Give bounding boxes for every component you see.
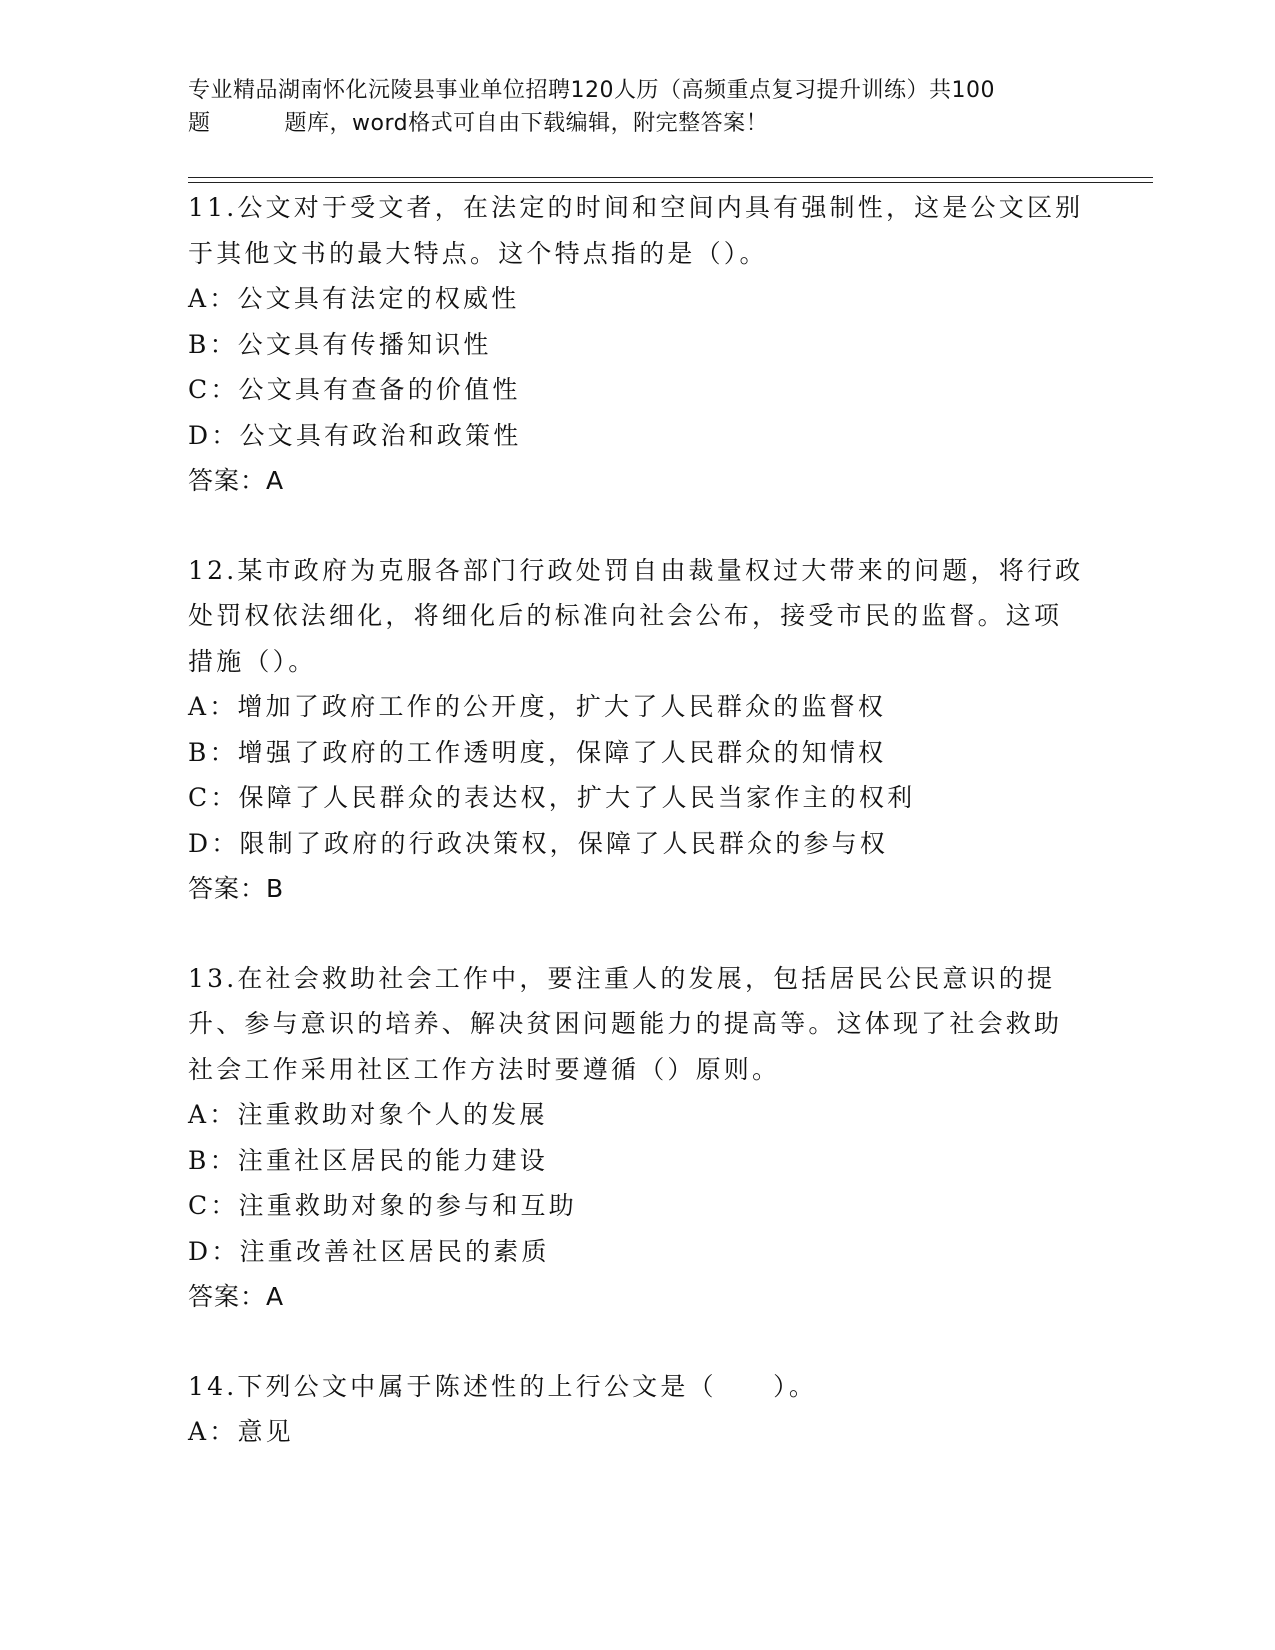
option-a: A：公文具有法定的权威性 xyxy=(188,284,520,313)
document-header xyxy=(188,74,1088,140)
question-text: 12.某市政府为克服各部门行政处罚自由裁量权过大带来的问题，将行政处罚权依法细化，将细化后的标准向社会公布，接受市民的监督。这项措施（）。 xyxy=(188,555,1084,676)
option-a: A：增加了政府工作的公开度，扩大了人民群众的监督权 xyxy=(188,692,887,721)
option-d: D：注重改善社区居民的素质 xyxy=(188,1236,550,1266)
option-c: C：公文具有查备的价值性 xyxy=(188,375,521,404)
question-text: 11.公文对于受文者，在法定的时间和空间内具有强制性，这是公文区别于其他文书的最大特点。这个特点指的是（）。 xyxy=(188,193,1084,268)
answer: 答案：A xyxy=(188,466,285,495)
option-c: C：保障了人民群众的表达权，扩大了人民当家作主的权利 xyxy=(188,783,916,812)
option-d: D：公文具有政治和政策性 xyxy=(188,420,522,450)
question-text: 13.在社会救助社会工作中，要注重人的发展，包括居民公民意识的提升、参与意识的培养、解决贫困问题能力的提高等。这体现了社会救助社会工作采用社区工作方法时要遵循（）原则。 xyxy=(188,963,1063,1084)
answer: 答案：A xyxy=(188,1282,285,1311)
question-14 xyxy=(188,1364,1088,1455)
option-b: B：公文具有传播知识性 xyxy=(188,329,492,359)
option-a: A：意见 xyxy=(188,1417,294,1446)
header-title-line2-end: 题库，word格式可自由下载编辑，附完整答案！ xyxy=(284,111,769,136)
answer: 答案：B xyxy=(188,874,285,903)
option-b: B：增强了政府的工作透明度，保障了人民群众的知情权 xyxy=(188,737,887,767)
header-title-line1: 专业精品湖南怀化沅陵县事业单位招聘120人历（高频重点复习提升训练）共100 xyxy=(188,78,995,103)
question-11 xyxy=(188,185,1088,504)
option-b: B：注重社区居民的能力建设 xyxy=(188,1145,548,1175)
option-d: D：限制了政府的行政决策权，保障了人民群众的参与权 xyxy=(188,828,889,858)
header-divider-top xyxy=(188,177,1153,178)
question-13 xyxy=(188,956,1088,1320)
header-divider-bottom xyxy=(188,182,1153,183)
question-list xyxy=(188,185,1088,1499)
header-title-line2-start: 题 xyxy=(188,111,211,136)
question-12 xyxy=(188,548,1088,912)
option-c: C：注重救助对象的参与和互助 xyxy=(188,1191,577,1220)
option-a: A：注重救助对象个人的发展 xyxy=(188,1100,548,1129)
header-title-line2 xyxy=(188,107,1088,140)
question-text: 14.下列公文中属于陈述性的上行公文是（ ）。 xyxy=(188,1371,818,1401)
